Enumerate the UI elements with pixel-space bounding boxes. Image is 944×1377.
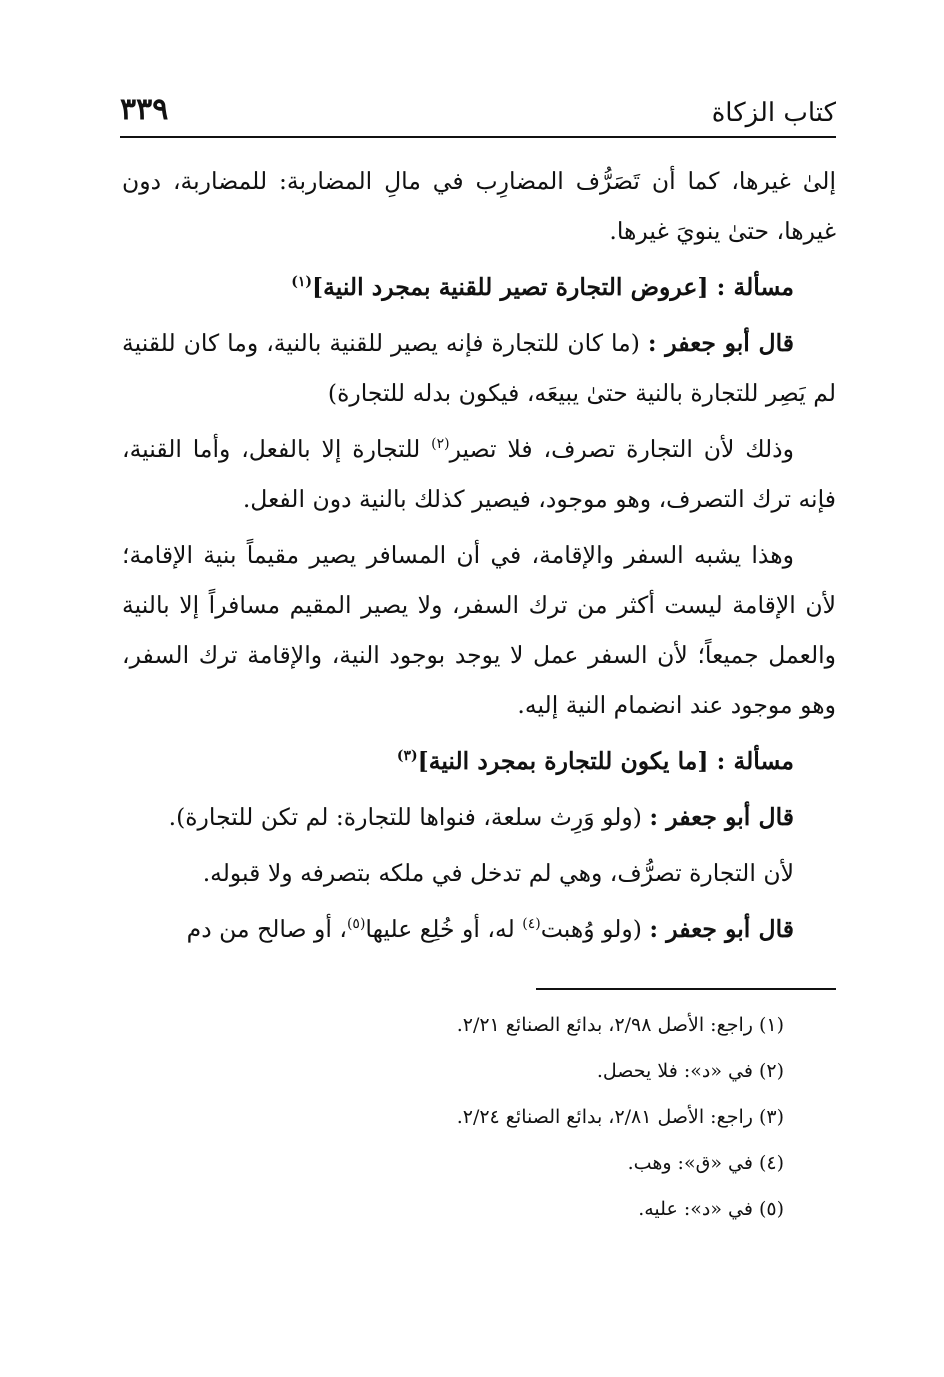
text-segment: (ولو وُهبت: [540, 915, 642, 943]
masala-heading-1: [122, 262, 836, 312]
masala-label: مسألة :: [716, 747, 794, 775]
speaker-label: قال أبو جعفر :: [649, 915, 794, 943]
masala-heading-2: [122, 736, 836, 786]
page-header: [120, 92, 836, 138]
qala-paragraph-2: [122, 792, 836, 842]
footnote-ref: (١): [291, 274, 313, 291]
page-number: ٣٣٩: [120, 92, 169, 127]
text-segment: له، أو خُلِع عليها: [365, 915, 523, 943]
footnote-ref: (٣): [396, 748, 418, 765]
qala-paragraph-3: [122, 904, 836, 954]
text-segment: وذلك لأن التجارة تصرف، فلا تصير: [449, 435, 794, 463]
footnote-3: (٣) راجع: الأصل ٢/٨١، بدائع الصنائع ٢/٢٤.: [456, 1106, 784, 1128]
masala-title: [عروض التجارة تصير للقنية بمجرد النية]: [312, 273, 709, 301]
paragraph-3: وهذا يشبه السفر والإقامة، في أن المسافر يصير مقيماً بنية الإقامة؛ لأن الإقامة ليست أكثر من ترك السفر، ولا يصير المقيم مسافراً إلا بالنية والعمل جميعاً؛ لأن السفر عمل لا يوجد بوجود النية، والإقامة ترك السفر، وهو موجود عند انضمام النية إليه.: [122, 541, 836, 719]
paragraph-2: [122, 424, 836, 524]
masala-label: مسألة :: [716, 273, 794, 301]
speaker-label: قال أبو جعفر :: [647, 329, 794, 357]
footnote-1: (١) راجع: الأصل ٢/٩٨، بدائع الصنائع ٢/٢١.: [456, 1014, 784, 1036]
main-text: [122, 156, 836, 960]
footnote-ref: (٥): [346, 916, 366, 933]
footnotes: [160, 1002, 784, 1232]
footnote-ref: (٤): [522, 916, 541, 933]
footnote-4: (٤) في «ق»: وهب.: [627, 1152, 784, 1174]
chapter-title: كتاب الزكاة: [711, 98, 836, 128]
speaker-label: قال أبو جعفر :: [649, 803, 794, 831]
footnote-ref: (٢): [431, 436, 450, 453]
qala-paragraph-1: [122, 318, 836, 418]
quote-text: (ولو وَرِث سلعة، فنواها للتجارة: لم تكن للتجارة).: [168, 803, 642, 831]
footnote-5: (٥) في «د»: عليه.: [638, 1198, 784, 1220]
masala-title: [ما يكون للتجارة بمجرد النية]: [417, 747, 709, 775]
paragraph-1: إلىٰ غيرها، كما أن تَصَرُّف المضارِب في مالِ المضاربة: للمضاربة، دون غيرها، حتىٰ ينويَ غيرها.: [122, 167, 836, 245]
quote-text: (ما كان للتجارة فإنه يصير للقنية بالنية، وما كان للقنية لم يَصِر للتجارة بالنية حتىٰ يبيعَه، فيكون بدله للتجارة): [122, 329, 836, 407]
paragraph-4: لأن التجارة تصرُّف، وهي لم تدخل في ملكه بتصرفه ولا قبوله.: [202, 859, 794, 887]
text-segment: ، أو صالح من دم: [186, 915, 347, 943]
footnote-divider: [536, 988, 836, 990]
text-segment: للتجارة إلا بالفعل، وأما القنية، فإنه ترك التصرف، وهو موجود، فيصير كذلك بالنية دون الفعل.: [122, 435, 836, 513]
footnote-2: (٢) في «د»: فلا يحصل.: [596, 1060, 784, 1082]
